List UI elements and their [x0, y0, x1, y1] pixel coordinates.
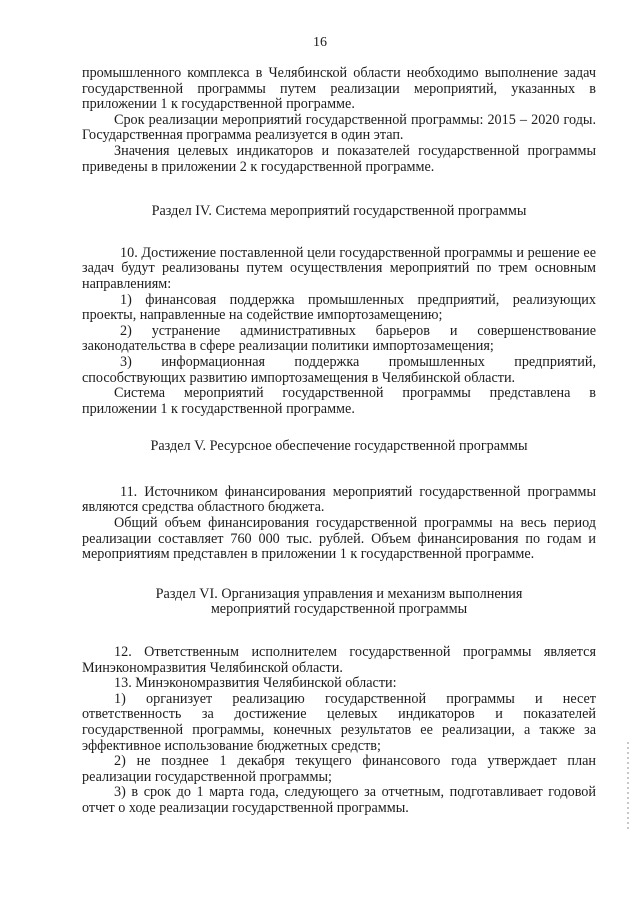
paragraph-duty-1: 1) организует реализацию государственной программы и несет ответственность за достижение целевых индикаторов и показателей государственной программы, конечных результатов ее реализации, а также за эффективное использование бюджетных средств; — [82, 690, 596, 754]
section-heading-iv: Раздел IV. Система мероприятий государственной программы — [151, 203, 527, 220]
page-number: 16 — [313, 35, 327, 50]
paragraph-duty-3: 3) в срок до 1 марта года, следующего за отчетным, подготавливает годовой отчет о ходе реализации государственной программы. — [82, 784, 596, 816]
section-heading-vi-line1: Раздел VI. Организация управления и механизм выполнения — [155, 585, 523, 602]
scan-margin-mark — [627, 742, 629, 832]
paragraph-item-12: 12. Ответственным исполнителем государственной программы является Минэкономразвития Челябинской области. — [82, 644, 596, 676]
paragraph-item-10: 10. Достижение поставленной цели государственной программы и решение ее задач будут реализованы путем осуществления мероприятий по трем основным направлениям: — [82, 244, 596, 292]
document-body — [82, 66, 596, 817]
paragraph-direction-3: 3) информационная поддержка промышленных предприятий, способствующих развитию импортозамещения в Челябинской области. — [82, 353, 596, 386]
paragraph-duty-2: 2) не позднее 1 декабря текущего финансового года утверждает план реализации государственной программы; — [82, 753, 596, 785]
paragraph-system: Система мероприятий государственной программы представлена в приложении 1 к государственной программе. — [82, 385, 596, 417]
paragraph-item-11: 11. Источником финансирования мероприятий государственной программы являются средства областного бюджета. — [82, 483, 596, 516]
section-heading-vi-line2: мероприятий государственной программы — [210, 601, 468, 618]
paragraph-direction-1: 1) финансовая поддержка промышленных предприятий, реализующих проекты, направленные на содействие импортозамещению; — [82, 291, 596, 324]
paragraph-item-13: 13. Минэкономразвития Челябинской области: — [114, 675, 397, 692]
section-heading-v: Раздел V. Ресурсное обеспечение государственной программы — [150, 438, 528, 455]
paragraph-continuation: промышленного комплекса в Челябинской области необходимо выполнение задач государственной программы путем реализации мероприятий, указанных в приложении 1 к государственной программе. — [82, 65, 596, 113]
paragraph-funding-total: Общий объем финансирования государственной программы на весь период реализации составляет 760 000 тыс. рублей. Объем финансирования по годам и мероприятиям представлен в приложении 1 к государственной программе. — [82, 515, 596, 563]
paragraph-direction-2: 2) устранение административных барьеров и совершенствование законодательства в сфере реализации политики импортозамещения; — [82, 322, 596, 355]
paragraph-program-term: Срок реализации мероприятий государственной программы: 2015 – 2020 годы. Государственная программа реализуется в один этап. — [82, 111, 596, 144]
paragraph-indicators: Значения целевых индикаторов и показателей государственной программы приведены в приложении 2 к государственной программе. — [82, 142, 596, 175]
